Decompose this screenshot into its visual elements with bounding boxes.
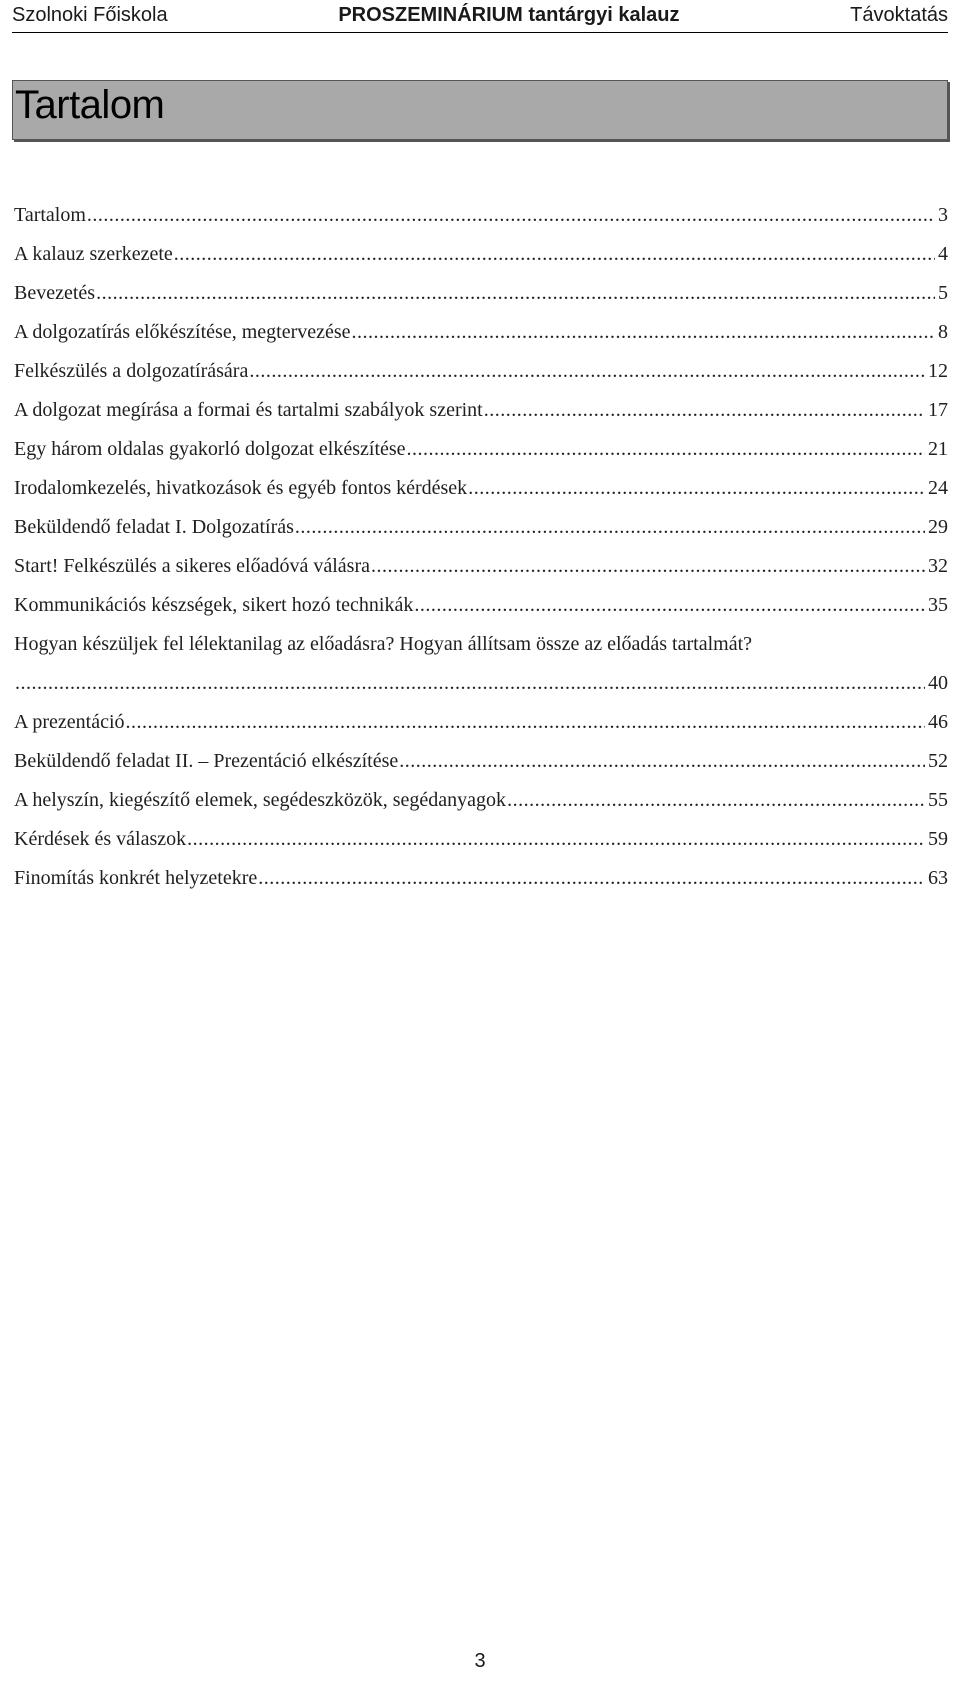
table-of-contents xyxy=(14,196,948,898)
toc-entry[interactable] xyxy=(14,781,948,820)
toc-entry[interactable] xyxy=(14,235,948,274)
toc-entry-page: 4 xyxy=(938,243,948,265)
toc-entry-label: Bevezetés xyxy=(14,282,96,304)
toc-entry-label: A helyszín, kiegészítő elemek, segédeszközök, segédanyagok xyxy=(14,789,507,811)
header-program: Távoktatás xyxy=(850,4,948,26)
page-header xyxy=(12,4,948,33)
toc-entry-page: 55 xyxy=(928,789,948,811)
toc-dot-leader xyxy=(126,703,926,742)
toc-entry[interactable] xyxy=(14,313,948,352)
toc-title: Tartalom xyxy=(15,83,165,127)
toc-dot-leader xyxy=(484,391,925,430)
header-institution: Szolnoki Főiskola xyxy=(12,4,168,26)
toc-dot-leader xyxy=(507,781,925,820)
toc-entry-page: 8 xyxy=(938,321,948,343)
toc-dot-leader xyxy=(249,352,925,391)
toc-entry[interactable] xyxy=(14,547,948,586)
toc-dot-leader xyxy=(295,508,925,547)
toc-dot-leader xyxy=(371,547,925,586)
toc-dot-leader xyxy=(174,235,935,274)
toc-entry-label: Finomítás konkrét helyzetekre xyxy=(14,867,258,889)
toc-entry-page: 52 xyxy=(928,750,948,772)
toc-entry-page: 21 xyxy=(928,438,948,460)
toc-entry-page: 32 xyxy=(928,555,948,577)
toc-dot-leader xyxy=(399,742,925,781)
toc-dot-leader xyxy=(414,586,925,625)
toc-entry[interactable] xyxy=(14,703,948,742)
toc-entry-label: Irodalomkezelés, hivatkozások és egyéb fontos kérdések xyxy=(14,477,468,499)
toc-entry-label: Hogyan készüljek fel lélektanilag az előadásra? Hogyan állítsam össze az előadás tartalmát? xyxy=(14,633,753,655)
toc-dot-leader xyxy=(87,196,935,235)
toc-entry-label: Start! Felkészülés a sikeres előadóvá válásra xyxy=(14,555,370,577)
toc-entry[interactable] xyxy=(14,352,948,391)
toc-entry-page: 40 xyxy=(928,672,948,694)
toc-dot-leader xyxy=(468,469,925,508)
toc-entry-page: 29 xyxy=(928,516,948,538)
header-course-title: PROSZEMINÁRIUM tantárgyi kalauz xyxy=(338,4,680,26)
toc-entry-page: 3 xyxy=(938,204,948,226)
toc-entry-label: Kommunikációs készségek, sikert hozó technikák xyxy=(14,594,414,616)
toc-entry-page: 46 xyxy=(928,711,948,733)
toc-entry-label: A dolgozat megírása a formai és tartalmi szabályok szerint xyxy=(14,399,483,421)
toc-entry[interactable] xyxy=(14,664,948,703)
toc-entry-label: Tartalom xyxy=(14,204,86,226)
toc-entry-label: A prezentáció xyxy=(14,711,125,733)
toc-entry[interactable] xyxy=(14,742,948,781)
toc-entry-page: 35 xyxy=(928,594,948,616)
toc-dot-leader xyxy=(187,820,925,859)
toc-entry-label: Egy három oldalas gyakorló dolgozat elkészítése xyxy=(14,438,406,460)
toc-entry-page: 5 xyxy=(938,282,948,304)
page-number: 3 xyxy=(474,1650,486,1672)
toc-entry[interactable] xyxy=(14,391,948,430)
toc-entry[interactable] xyxy=(14,508,948,547)
toc-entry-page: 17 xyxy=(928,399,948,421)
toc-dot-leader xyxy=(407,430,925,469)
toc-entry-page: 63 xyxy=(928,867,948,889)
toc-entry[interactable] xyxy=(14,430,948,469)
toc-entry-label: A kalauz szerkezete xyxy=(14,243,173,265)
toc-entry[interactable] xyxy=(14,859,948,898)
toc-entry-page: 59 xyxy=(928,828,948,850)
toc-dot-leader xyxy=(352,313,935,352)
toc-entry-label: Felkészülés a dolgozatírására xyxy=(14,360,249,382)
toc-title-box xyxy=(12,80,948,140)
toc-dot-leader xyxy=(15,664,925,703)
toc-dot-leader xyxy=(258,859,925,898)
toc-entry[interactable] xyxy=(14,625,948,664)
toc-entry-label: Kérdések és válaszok xyxy=(14,828,187,850)
toc-entry-page: 24 xyxy=(928,477,948,499)
toc-entry-label: Beküldendő feladat II. – Prezentáció elkészítése xyxy=(14,750,399,772)
toc-dot-leader xyxy=(96,274,935,313)
toc-entry[interactable] xyxy=(14,586,948,625)
toc-entry-page: 12 xyxy=(928,360,948,382)
toc-entry[interactable] xyxy=(14,274,948,313)
toc-entry-label: A dolgozatírás előkészítése, megtervezése xyxy=(14,321,351,343)
toc-entry[interactable] xyxy=(14,469,948,508)
toc-entry-label: Beküldendő feladat I. Dolgozatírás xyxy=(14,516,294,538)
toc-entry[interactable] xyxy=(14,196,948,235)
toc-entry[interactable] xyxy=(14,820,948,859)
